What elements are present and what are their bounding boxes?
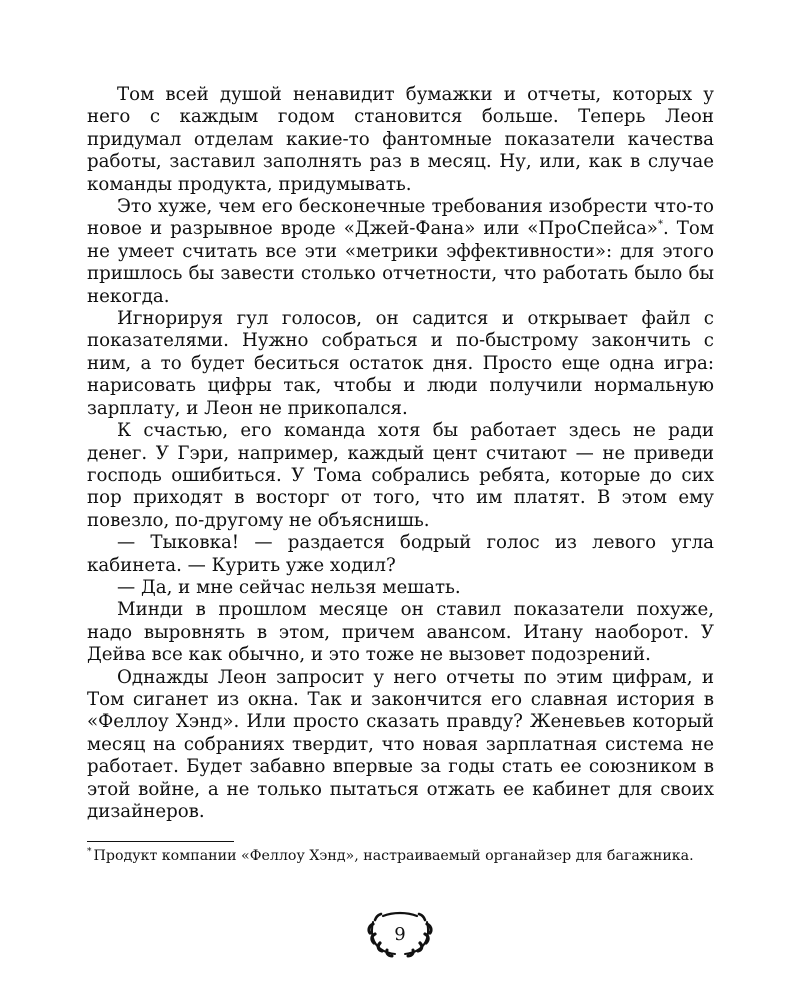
paragraph: Минди в прошлом месяце он ставил показатели похуже, надо выровнять в этом, причем авансом. Итану наоборот. У Дейва все как обычно, и это тоже не вызовет подозрений. xyxy=(87,599,714,666)
footnote-mark: * xyxy=(87,847,92,857)
footnote xyxy=(87,847,714,866)
paragraph: Игнорируя гул голосов, он садится и открывает файл с показателями. Нужно собраться и по-быстрому закончить с ним, а то будет беситься остаток дня. Просто еще одна игра: нарисовать цифры так, чтобы и люди получили нормальную зарплату, и Леон не прикопался. xyxy=(87,308,714,419)
paragraph xyxy=(87,196,714,308)
paragraph: Том всей душой ненавидит бумажки и отчеты, которых у него с каждым годом становится больше. Теперь Леон придумал отделам какие-то фантомные показатели качества работы, заставил заполнять раз в месяц. Ну, или, как в случае команды продукта, придумывать. xyxy=(87,84,714,195)
paragraph-text-continuation: . Том не умеет считать все эти «метрики эффективности»: для этого пришлось бы завести столько отчетности, что работать было бы некогда. xyxy=(87,218,714,307)
main-text xyxy=(87,84,714,823)
footnote-divider xyxy=(87,841,234,842)
paragraph: К счастью, его команда хотя бы работает здесь не ради денег. У Гэри, например, каждый цент считают — не приведи господь ошибиться. У Тома собрались ребята, которые до сих пор приходят в восторг от того, что им платят. В этом ему повезло, по-другому не объяснишь. xyxy=(87,420,714,531)
page-number-ornament xyxy=(361,910,439,960)
dialogue-line: — Да, и мне сейчас нельзя мешать. xyxy=(117,576,461,598)
page-number: 9 xyxy=(394,924,406,945)
paragraph: Однажды Леон запросит у него отчеты по этим цифрам, и Том сиганет из окна. Так и закончится его славная история в «Феллоу Хэнд». Или просто сказать правду? Женевьев который месяц на собраниях твердит, что новая зарплатная система не работает. Будет забавно впервые за годы стать ее союзником в этой войне, а не только пытаться отжать ее кабинет для своих дизайнеров. xyxy=(87,666,714,822)
paragraph-text: Это хуже, чем его бесконечные требования изобрести что-то новое и разрывное вроде «Джей-Фана» или «ПроСпейса» xyxy=(87,196,714,240)
dialogue-line: — Тыковка! — раздается бодрый голос из левого угла кабинета. — Курить уже ходил? xyxy=(87,532,714,576)
footnote-reference: * xyxy=(657,219,663,231)
footnote-text: Продукт компании «Феллоу Хэнд», настраиваемый органайзер для багажника. xyxy=(93,848,694,864)
